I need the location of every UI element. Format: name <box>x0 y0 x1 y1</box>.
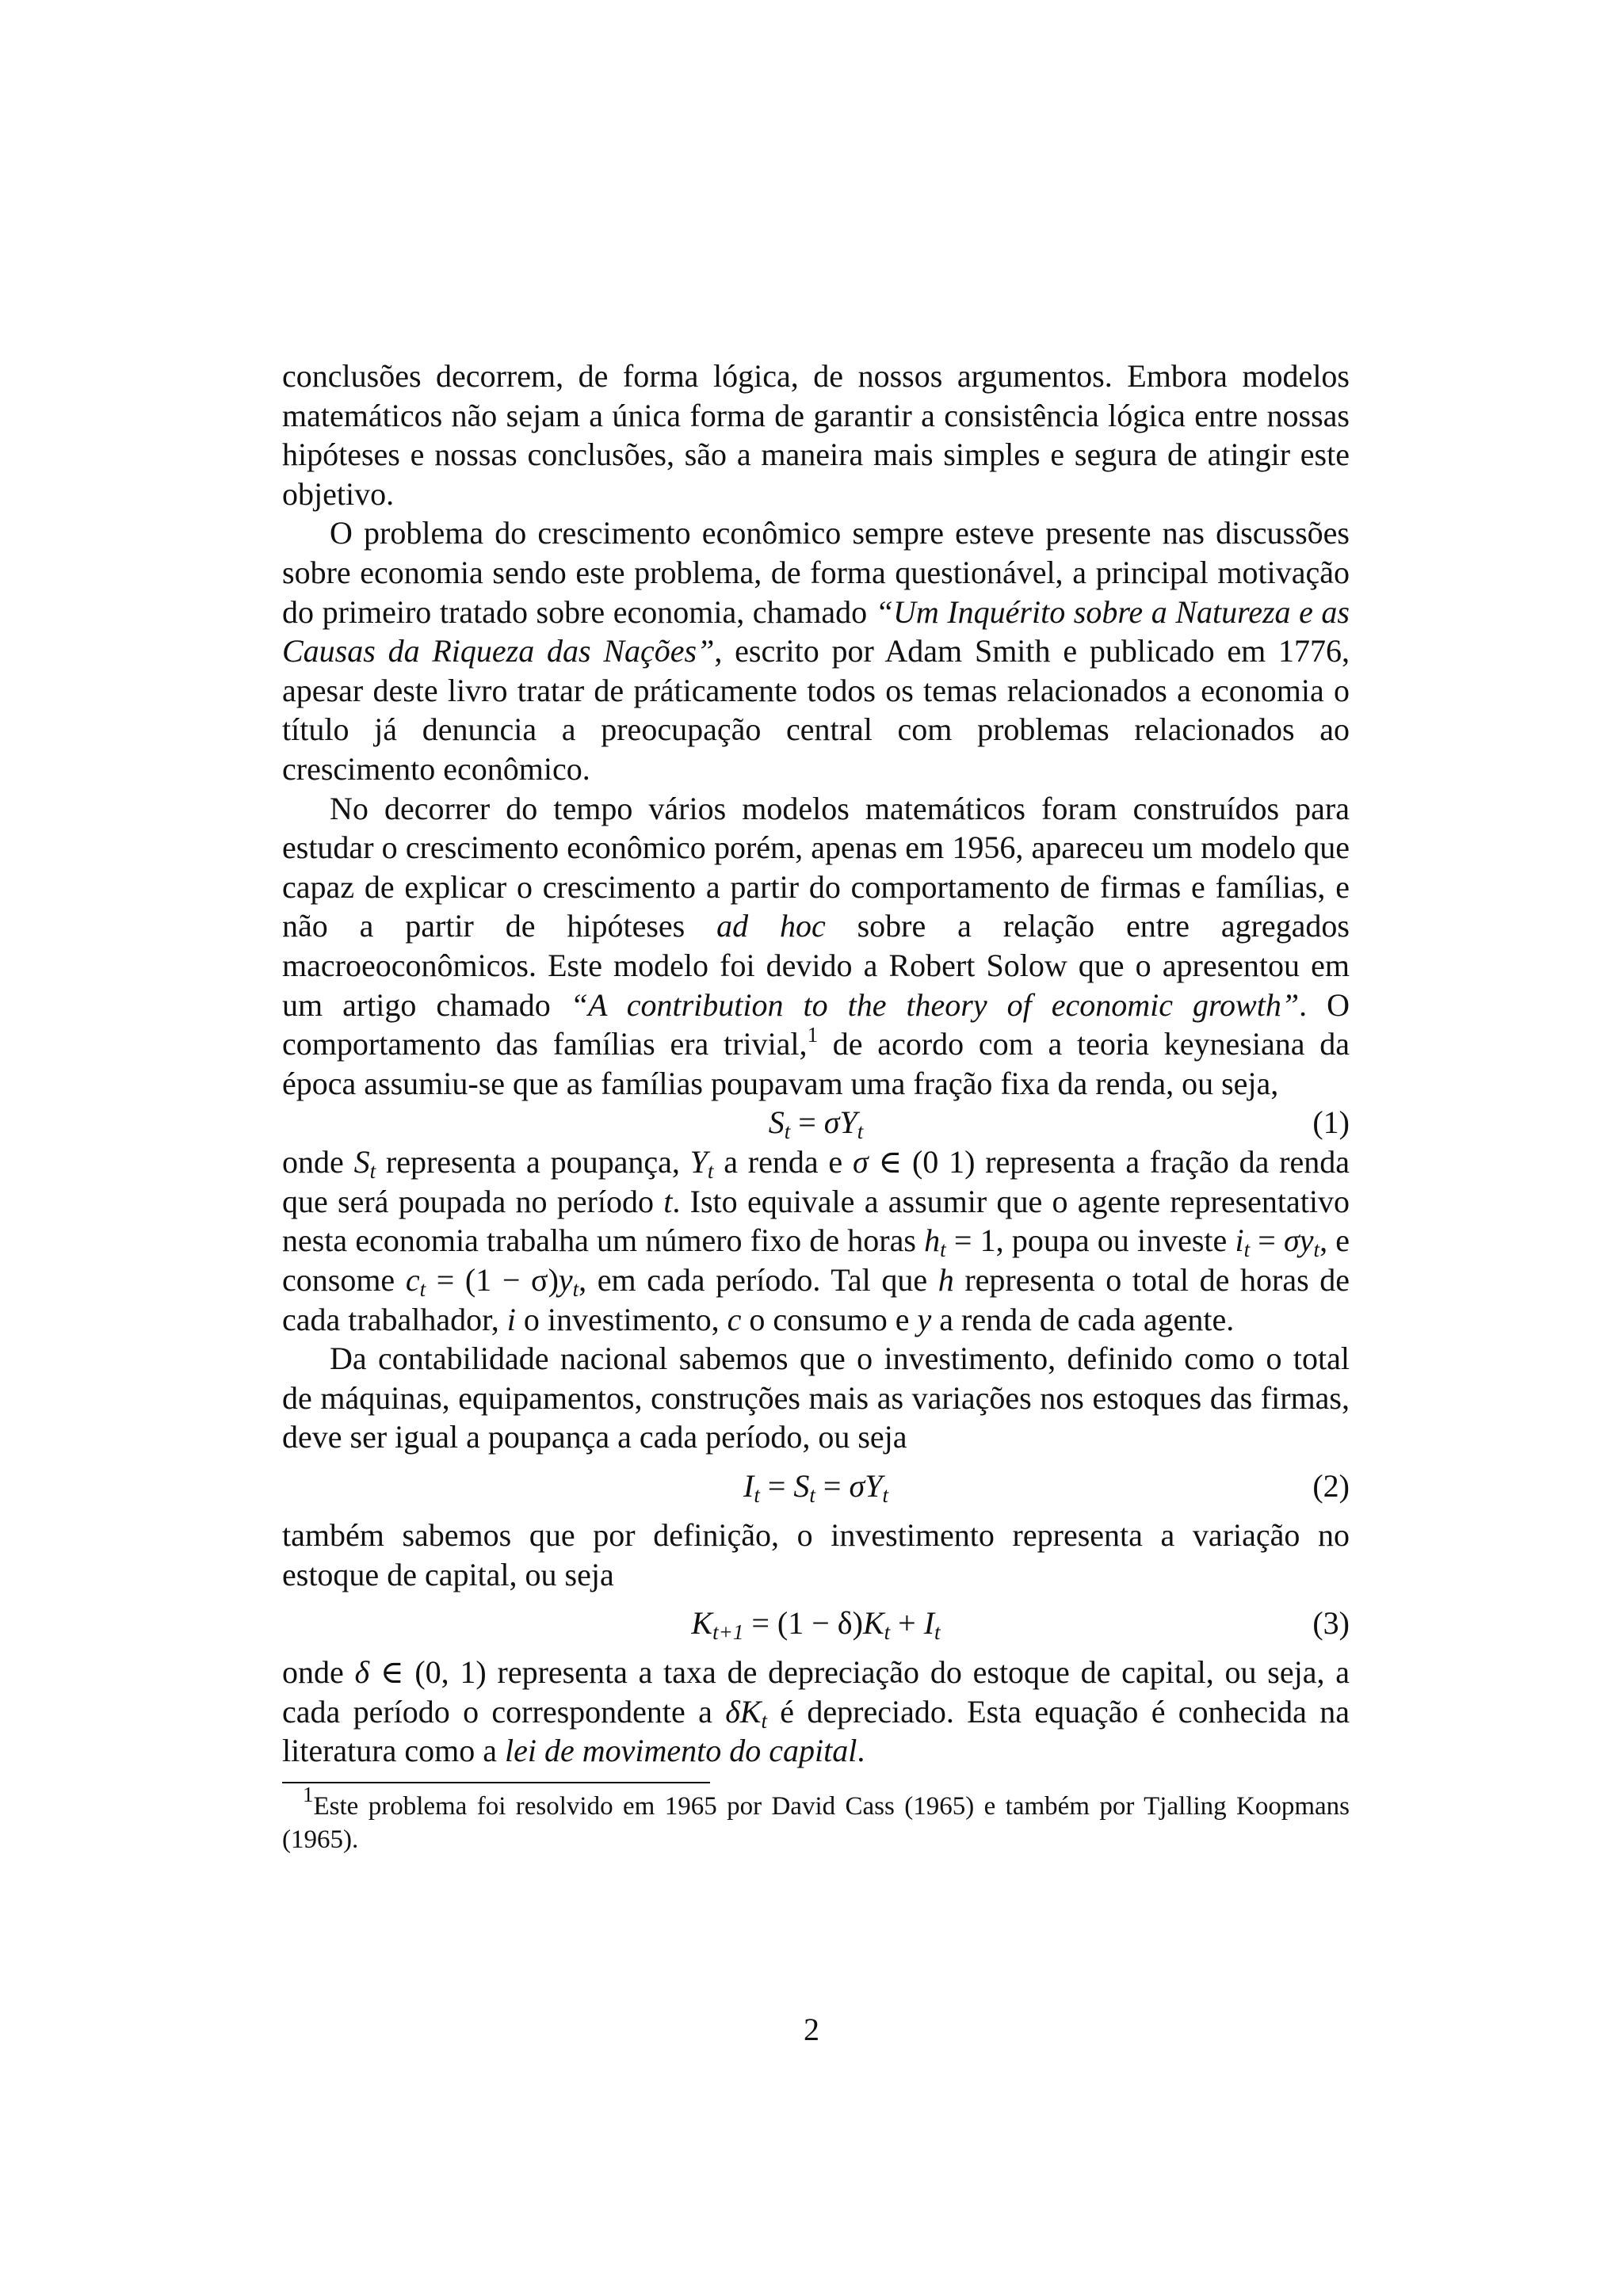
paragraph-4: onde $S_t$ representa a poupança, $Y_t$ a renda e σ ∈ (0 1) representa a fração da renda que será poupada no período t. Isto equivale a assumir que o agente representativo nesta economia trabalha um número fixo de horas $h_t = 1$, poupa ou investe $i_t = \sigma y_t$, e consome $c_t = (1 - \sigma)y_t$, em cada período. Tal que h representa o total de horas de cada trabalhador, i o investimento, c o consumo e y a renda de cada agente. <box>282 1144 1350 1337</box>
paragraph-7: onde δ ∈ (0, 1) representa a taxa de depreciação do estoque de capital, ou seja, a cada período o correspondente a $\delta K_t$ é depreciado. Esta equação é conhecida na literatura como a lei de movimento do capital. <box>282 1654 1350 1769</box>
p3-ad-hoc: ad hoc <box>716 908 826 944</box>
equation-1-body: $S_t = \sigma Y_t$ <box>768 1104 864 1144</box>
equation-1-number: (1) <box>1312 1104 1350 1141</box>
footnote-1-text: Este problema foi resolvido em 1965 por David Cass (1965) e também por Tjalling Koopmans (1965). <box>282 1792 1350 1854</box>
equation-3 <box>282 1594 1350 1653</box>
paragraph-3 <box>282 789 1350 1104</box>
p3-text-c: . O comportamento das famílias era trivial, <box>282 986 1350 1062</box>
p3-text-b: sobre a relação entre agregados macroeoconômicos. Este modelo foi devido a Robert Solow que o apresentou em um artigo chamado <box>282 908 1350 1023</box>
law-of-motion-term: lei de movimento do capital <box>504 1733 857 1769</box>
p3-text-d: de acordo com a teoria keynesiana da época assumiu-se que as famílias poupavam uma fração fixa da renda, ou seja, <box>282 1026 1350 1101</box>
equation-1 <box>282 1103 1350 1142</box>
equation-3-body: $K_{t+1} = (1 - \delta)K_t + I_t$ <box>691 1605 941 1645</box>
equation-2 <box>282 1457 1350 1516</box>
p2-text-b: , escrito por Adam Smith e publicado em 1776, apesar deste livro tratar de práticamente todos os temas relacionados a economia o título já denuncia a preocupação central com problemas relacionados ao crescimento econômico. <box>282 633 1350 787</box>
footnote-marker: 1 <box>807 1023 819 1047</box>
paragraph-2 <box>282 513 1350 788</box>
paragraph-6: também sabemos que por definição, o investimento representa a variação no estoque de capital, ou seja <box>282 1517 1350 1592</box>
equation-2-number: (2) <box>1312 1468 1350 1505</box>
p2-book-title: “Um Inquérito sobre a Natureza e as Causas da Riqueza das Nações” <box>282 593 1350 669</box>
page-body <box>282 357 1350 1856</box>
paragraph-1: conclusões decorrem, de forma lógica, de nossos argumentos. Embora modelos matemáticos não sejam a única forma de garantir a consistência lógica entre nossas hipóteses e nossas conclusões, são a maneira mais simples e segura de atingir este objetivo. <box>282 358 1350 512</box>
footnote-1-mark: 1 <box>303 1783 314 1806</box>
equation-3-number: (3) <box>1312 1605 1350 1642</box>
footnote-rule <box>282 1782 710 1783</box>
equation-2-body: $I_t = S_t = \sigma Y_t$ <box>743 1468 888 1508</box>
p3-article-title: “A contribution to the theory of economic growth” <box>570 986 1300 1023</box>
paragraph-5: Da contabilidade nacional sabemos que o investimento, definido como o total de máquinas, equipamentos, construções mais as variações nos estoques das firmas, deve ser igual a poupança a cada período, ou seja <box>282 1341 1350 1455</box>
p2-text-a: O problema do crescimento econômico sempre esteve presente nas discussões sobre economia sendo este problema, de forma questionável, a principal motivação do primeiro tratado sobre economia, chamado <box>282 515 1350 630</box>
footnote-1 <box>282 1783 1350 1856</box>
page-number: 2 <box>804 2012 819 2047</box>
p3-text-a: No decorrer do tempo vários modelos matemáticos foram construídos para estudar o crescimento econômico porém, apenas em 1956, apareceu um modelo que capaz de explicar o crescimento a partir do comportamento de firmas e famílias, e não a partir de hipóteses <box>282 790 1350 944</box>
